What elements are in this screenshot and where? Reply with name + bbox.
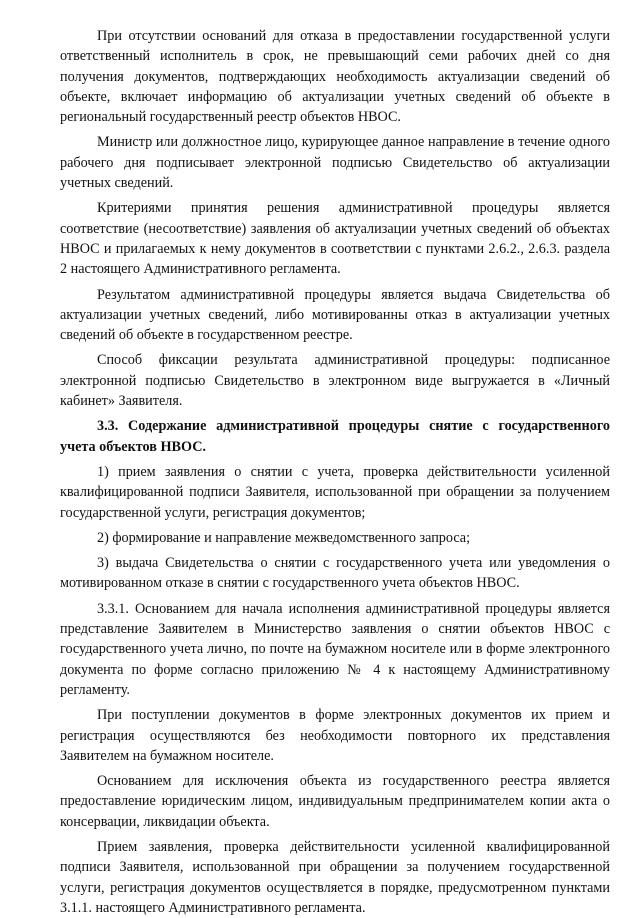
paragraph-procedure-result: Результатом административной процедуры является выдача Свидетельства об актуализации учетных сведений, либо мотивированны отказ в актуализации учетных сведений об объекте в государственном реестре. — [60, 286, 610, 344]
list-item-1: 1) прием заявления о снятии с учета, проверка действительности усиленной квалифицированной подписи Заявителя, использованной при обращении за получением государственной услуги, регистрация документов; — [60, 463, 610, 521]
paragraph-decision-criteria: Критериями принятия решения административной процедуры является соответствие (несоответствие) заявления об актуализации учетных сведений об объектах НВОС и прилагаемых к нему документов в соответствии с пунктами 2.6.2., 2.6.3. раздела 2 настоящего Административного регламента. — [60, 200, 610, 278]
paragraph-registry-inclusion: При отсутствии оснований для отказа в предоставлении государственной услуги ответственный исполнитель в срок, не превышающий семи рабочих дней со дня получения документов, подтверждающих необходимость актуализации сведений об объекте, включает информацию об актуализации учетных сведений об объекте в региональный государственный реестр объектов НВОС. — [60, 28, 610, 126]
paragraph-result-fixation: Способ фиксации результата административной процедуры: подписанное электронной подписью Свидетельство в электронном виде выгружается в «Личный кабинет» Заявителя. — [60, 352, 610, 410]
section-heading-3-3: 3.3. Содержание административной процедуры снятие с государственного учета объектов НВОС. — [60, 418, 610, 455]
list-item-3: 3) выдача Свидетельства о снятии с государственного учета или уведомления о мотивированном отказе в снятии с государственного учета объектов НВОС. — [60, 555, 610, 592]
paragraph-3-3-1: 3.3.1. Основанием для начала исполнения административной процедуры является представление Заявителем в Министерство заявления о снятии объектов НВОС с государственного учета лично, по почте на бумажном носителе или в форме электронного документа по форме согласно приложению № 4 к настоящему Административному регламенту. — [60, 600, 610, 698]
list-item-2: 2) формирование и направление межведомственного запроса; — [97, 529, 471, 546]
paragraph-electronic-documents: При поступлении документов в форме электронных документов их прием и регистрация осуществляются без необходимости повторного их представления Заявителем на бумажном носителе. — [60, 707, 610, 764]
paragraph-application-reception: Прием заявления, проверка действительности усиленной квалифицированной подписи Заявителя, использованной при обращении за получением государственной услуги, регистрация документов осуществляется в порядке, предусмотренном пунктами 3.1.1. настоящего Административного регламента. — [60, 838, 610, 916]
paragraph-minister-signature: Министр или должностное лицо, курирующее данное направление в течение одного рабочего дня подписывает электронной подписью Свидетельство об актуализации учетных сведений. — [60, 134, 610, 192]
paragraph-exclusion-basis: Основанием для исключения объекта из государственного реестра является предоставление юридическим лицом, индивидуальным предпринимателем копии акта о консервации, ликвидации объекта. — [60, 773, 610, 830]
